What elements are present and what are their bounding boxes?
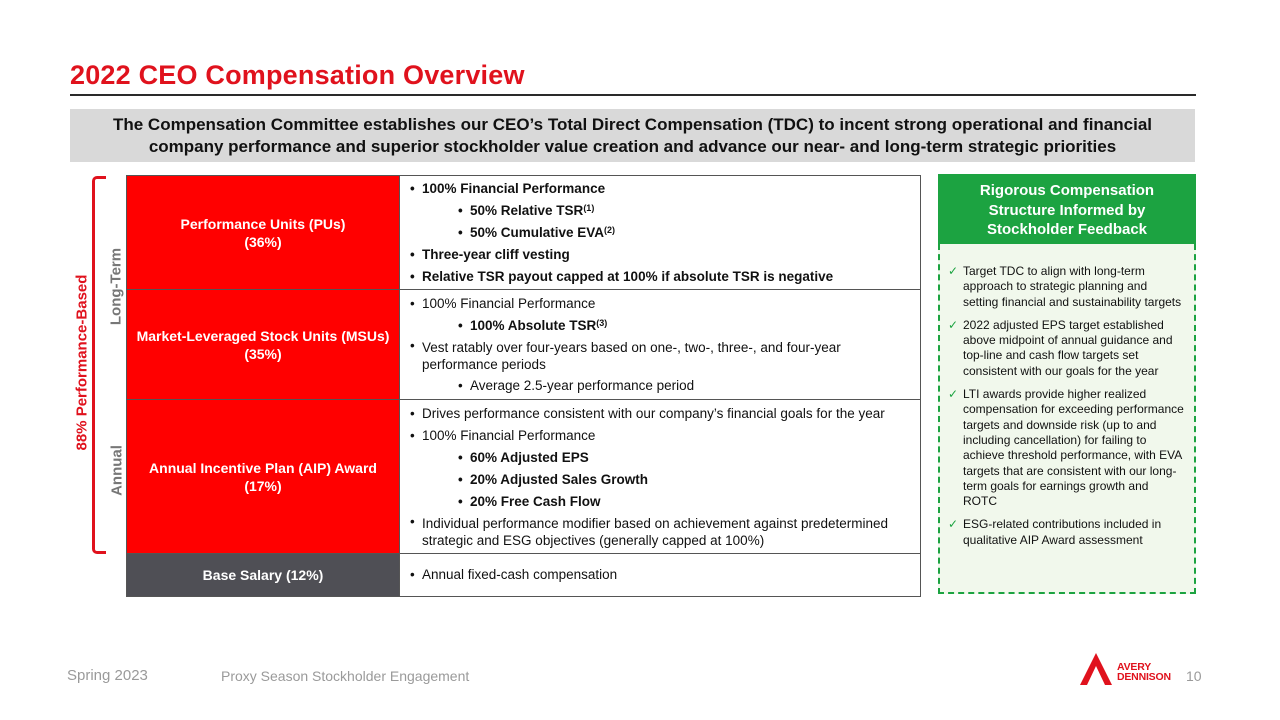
msu-label: Market-Leveraged Stock Units (MSUs): [136, 327, 390, 344]
pu-percent: (36%): [244, 233, 282, 250]
check-icon: ✓: [948, 517, 959, 532]
aip-bullet-5: • 20% Free Cash Flow: [458, 491, 912, 513]
page-title: 2022 CEO Compensation Overview: [70, 60, 525, 90]
pu-label-cell: [127, 176, 400, 289]
page-number: 10: [1186, 668, 1202, 684]
aip-bullet-1: • Drives performance consistent with our company’s financial goals for the year: [410, 403, 912, 425]
msu-bullet-1: • 100% Financial Performance: [410, 293, 912, 315]
pu-bullet-3: • 50% Cumulative EVA$^{(2)}$: [458, 222, 912, 244]
logo-line-1: AVERY: [1117, 661, 1152, 673]
panel-heading-line-3: Stockholder Feedback: [986, 221, 1148, 238]
msu-details: [400, 290, 920, 399]
base-bullet-1: • Annual fixed-cash compensation: [410, 564, 912, 586]
panel-item: ✓ ESG-related contributions included in qualitative AIP Award assessment: [948, 517, 1162, 547]
title-divider: [70, 94, 1196, 96]
aip-percent: (17%): [244, 477, 282, 494]
aip-label: Annual Incentive Plan (AIP) Award: [149, 459, 377, 476]
panel-item: ✓ LTI awards provide higher realized compensation for exceeding performance targets and downside risk (up to and including cancellation) for failing to achieve threshold performance, with EVA targets that are consistent with our long-term goals for earnings growth and ROTC: [948, 387, 1184, 509]
panel-body: [938, 244, 1196, 594]
performance-bracket: [92, 176, 106, 554]
pu-details: [400, 176, 920, 289]
aip-details: [400, 400, 920, 553]
panel-heading: [938, 174, 1196, 244]
aip-bullet-3: • 60% Adjusted EPS: [458, 447, 912, 469]
logo-wordmark: [1117, 662, 1171, 682]
msu-bullet-2: • 100% Absolute TSR$^{(3)}$: [458, 315, 912, 337]
base-label-cell: [127, 554, 400, 596]
long-term-label: Long-Term: [107, 247, 125, 326]
performance-based-label: 88% Performance-Based: [73, 274, 91, 451]
table-row-msu: [127, 290, 920, 400]
footer-season: Spring 2023: [67, 667, 148, 684]
base-label: Base Salary (12%): [202, 567, 324, 583]
footer-subtitle: Proxy Season Stockholder Engagement: [221, 668, 470, 684]
check-icon: ✓: [948, 317, 959, 332]
msu-percent: (35%): [244, 345, 282, 362]
panel-heading-line-2: Structure Informed by: [988, 201, 1146, 219]
banner-line-1: The Compensation Committee establishes our CEO’s Total Direct Compensation (TDC) to incent strong operational and financial: [112, 115, 1152, 134]
aip-bullet-6: • Individual performance modifier based on achievement against predetermined strategic and ESG objectives (generally capped at 100%): [410, 513, 912, 551]
check-icon: ✓: [948, 387, 959, 402]
aip-bullet-4: • 20% Adjusted Sales Growth: [458, 469, 912, 491]
banner-line-2: company performance and superior stockholder value creation and advance our near- and long-term strategic priorities: [148, 137, 1117, 156]
summary-banner: [70, 109, 1195, 162]
aip-bullet-2: • 100% Financial Performance: [410, 425, 912, 447]
compensation-table: [126, 175, 921, 597]
pu-label: Performance Units (PUs): [180, 215, 346, 232]
pu-bullet-4: • Three-year cliff vesting: [410, 244, 912, 266]
table-row-aip: [127, 400, 920, 554]
msu-bullet-4: • Average 2.5-year performance period: [458, 375, 912, 397]
panel-heading-line-1: Rigorous Compensation: [979, 182, 1155, 199]
panel-item: ✓ 2022 adjusted EPS target established above midpoint of annual guidance and top-line and cash flow targets set consistent with our goals for the year: [948, 317, 1173, 378]
feedback-panel: [938, 174, 1196, 594]
table-row-pu: [127, 176, 920, 290]
pu-bullet-5: • Relative TSR payout capped at 100% if absolute TSR is negative: [410, 266, 912, 288]
aip-label-cell: [127, 400, 400, 553]
table-row-base: [127, 554, 920, 596]
base-details: [400, 554, 920, 596]
logo-line-2: DENNISON: [1117, 671, 1171, 683]
msu-label-cell: [127, 290, 400, 399]
panel-item: ✓ Target TDC to align with long-term approach to strategic planning and setting financial and sustainability targets: [948, 264, 1182, 309]
pu-bullet-2: • 50% Relative TSR$^{(1)}$: [458, 200, 912, 222]
check-icon: ✓: [948, 264, 959, 278]
annual-label: Annual: [108, 445, 126, 496]
msu-bullet-3: • Vest ratably over four-years based on one-, two-, three-, and four-year performance periods: [410, 337, 912, 375]
pu-bullet-1: • 100% Financial Performance: [410, 178, 912, 200]
